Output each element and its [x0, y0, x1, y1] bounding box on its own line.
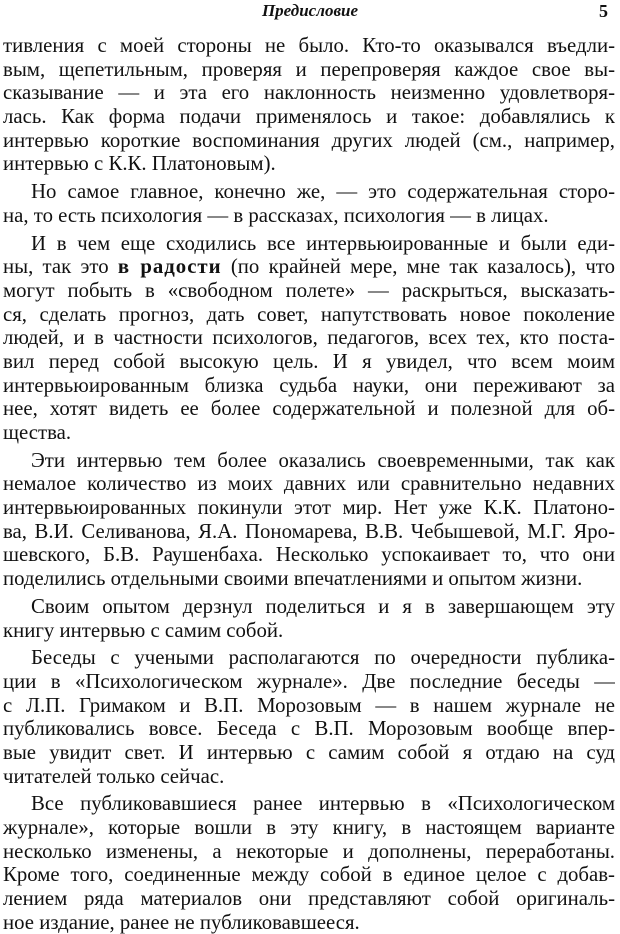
- text-line: вым, щепетильным, проверяя и перепроверяя каждое свое вы-: [3, 57, 615, 81]
- paragraph: [3, 792, 615, 934]
- text-segment: (по крайней мере, мне так казалось), что: [221, 255, 615, 279]
- text-line: Но самое главное, конечно же, — это содержательная сторо-: [31, 180, 615, 204]
- running-head: [0, 0, 620, 30]
- text-line: на, то есть психология — в рассказах, психология — в лицах.: [3, 203, 549, 227]
- paragraph: [3, 449, 615, 591]
- body-text: [3, 34, 615, 934]
- text-line: интервьюированным близка судьба науки, они переживают за: [3, 373, 615, 397]
- text-line: вил перед собой высокую цель. И я увидел, что всем моим: [3, 349, 615, 373]
- text-line: нее, хотят видеть ее более содержательной и полезной для об-: [3, 397, 615, 421]
- text-line: Эти интервью тем более оказались своевременными, так как: [31, 448, 615, 472]
- text-line: щества.: [3, 421, 72, 444]
- paragraph: [3, 595, 615, 642]
- text-line-with-emphasis: [3, 255, 615, 279]
- text-line: несколько изменены, а некоторые и дополнены, переработаны.: [3, 839, 615, 863]
- text-line: книгу интервью с самим собой.: [3, 618, 284, 642]
- text-line: Беседы с учеными располагаются по очередности публика-: [31, 646, 615, 670]
- text-line: поделились отдельными своими впечатлениями и опытом жизни.: [3, 567, 583, 591]
- text-line: лением ряда материалов они представляют собой оригиналь-: [3, 887, 615, 911]
- paragraph: [3, 646, 615, 788]
- text-line: могут побыть в «свободном полете» — раскрыться, высказать-: [3, 278, 615, 302]
- text-line: немалое количество из моих давних или сравнительно недавних: [3, 472, 615, 496]
- paragraph: [3, 180, 615, 227]
- paragraph: [3, 232, 615, 445]
- text-segment: ны, так это: [3, 255, 118, 279]
- text-line: сказывание — и эта его наклонность неизменно удовлетворя-: [3, 81, 615, 105]
- text-line: вые увидит свет. И интервью с самим собой я отдаю на суд: [3, 740, 615, 764]
- text-line: ное издание, ранее не публиковавшееся.: [3, 910, 360, 934]
- text-line: публиковались вовсе. Беседа с В.П. Морозовым вообще впер-: [3, 717, 615, 741]
- text-line: Кроме того, соединенные между собой в единое целое с добав-: [3, 863, 615, 887]
- text-line: Своим опытом дерзнул поделиться и я в завершающем эту: [31, 594, 615, 618]
- text-line: читателей только сейчас.: [3, 764, 225, 788]
- text-line: ции в «Психологическом журнале». Две последние беседы —: [3, 669, 615, 693]
- text-line: ся, сделать прогноз, дать совет, напутствовать новое поколение: [3, 302, 615, 326]
- text-line: И в чем еще сходились все интервьюированные и были еди-: [31, 231, 615, 255]
- text-line: интервью короткие воспоминания других людей (см., например,: [3, 128, 615, 152]
- text-line: интервьюированных покинули этот мир. Нет уже К.К. Платоно-: [3, 496, 615, 520]
- text-line: шевского, Б.В. Раушенбаха. Несколько успокаивает то, что они: [3, 543, 615, 567]
- page-number: 5: [599, 1, 608, 21]
- paragraph: [3, 34, 615, 176]
- text-line: Все публиковавшиеся ранее интервью в «Психологическом: [31, 792, 615, 816]
- text-line: ва, В.И. Селиванова, Я.А. Пономарева, В.В. Чебышевой, М.Г. Яро-: [3, 519, 615, 543]
- text-line: людей, и в частности психологов, педагогов, всех тех, кто поста-: [3, 326, 615, 350]
- text-line: журнале», которые вошли в эту книгу, в настоящем варианте: [3, 816, 615, 839]
- text-line: интервью с К.К. Платоновым).: [3, 152, 276, 176]
- emphasized-phrase: в радости: [117, 255, 222, 279]
- text-line: лась. Как форма подачи применялось и такое: добавлялись к: [3, 105, 615, 129]
- text-line: тивления с моей стороны не было. Кто-то оказывался въедли-: [3, 34, 615, 57]
- running-title: Предисловие: [261, 1, 359, 20]
- text-line: с Л.П. Гримаком и В.П. Морозовым — в нашем журнале не: [3, 693, 615, 717]
